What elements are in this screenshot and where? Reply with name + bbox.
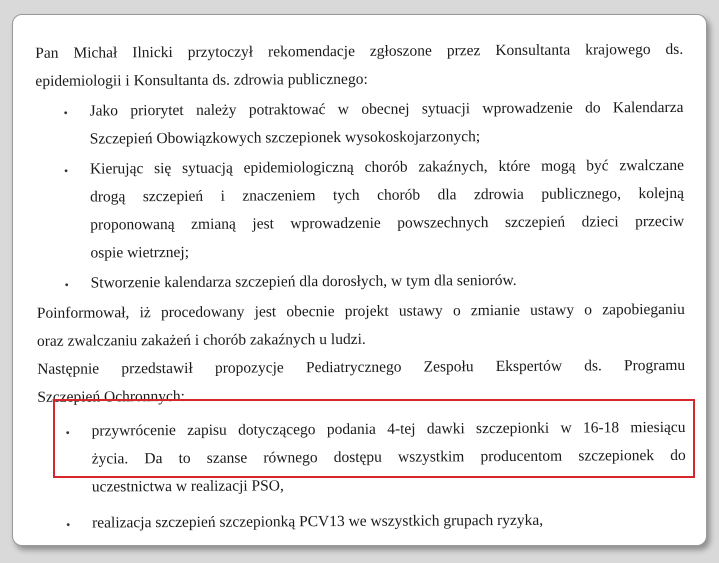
word: zmianą xyxy=(191,215,236,233)
word: zapobieganiu xyxy=(602,300,685,319)
word: tych xyxy=(332,186,360,205)
word: szczepień xyxy=(504,213,566,231)
word: Zespołu xyxy=(423,358,474,376)
bullet-line xyxy=(90,185,684,207)
paragraph-line xyxy=(35,41,683,63)
word: szczepionek xyxy=(578,447,655,465)
bullet-line: Stworzenie kalendarza szczepień dla dorosłych, w tym dla seniorów. xyxy=(90,271,517,292)
word: zgłoszone xyxy=(369,42,432,60)
word: ds. xyxy=(665,40,684,59)
word: Michał xyxy=(73,44,118,62)
bullet-line xyxy=(90,99,684,121)
word: wprowadzenie xyxy=(290,214,381,233)
word: propozycje xyxy=(214,359,284,377)
word: dla xyxy=(437,186,457,204)
word: projekt xyxy=(344,302,389,320)
bullet-icon: • xyxy=(63,163,69,178)
word: życia. xyxy=(91,450,129,468)
word: szczepionki xyxy=(475,419,550,438)
bullet-icon: • xyxy=(63,105,68,120)
word: Kierując xyxy=(89,160,144,178)
paragraph-line xyxy=(37,301,685,323)
word: o xyxy=(452,302,461,320)
word: epidemiologiczną xyxy=(243,158,354,177)
word: miesiącu xyxy=(630,418,686,437)
word: dawki xyxy=(426,420,465,438)
word: priorytet xyxy=(130,101,184,120)
word: wprowadzenie xyxy=(482,99,573,118)
word: się xyxy=(154,160,172,178)
word: przytoczył xyxy=(187,43,254,61)
word: ds. xyxy=(584,357,602,375)
paragraph-line xyxy=(37,357,685,379)
word: znaczeniem xyxy=(242,187,316,205)
word: jest xyxy=(252,215,274,233)
word: wszystkim xyxy=(397,448,465,466)
word: zmianie xyxy=(470,301,520,320)
bullet-line: ospie wietrznej; xyxy=(90,243,190,262)
word: do xyxy=(670,446,686,464)
word: Programu xyxy=(623,356,686,375)
word: Następnie xyxy=(37,360,100,378)
word: i xyxy=(220,187,225,205)
word: przeciw xyxy=(635,212,685,231)
word: Kalendarza xyxy=(612,98,684,117)
word: w xyxy=(337,100,350,119)
word: Pediatrycznego xyxy=(305,358,402,377)
word: szczepień xyxy=(142,187,204,206)
word: ustawy xyxy=(398,302,443,320)
word: Jako xyxy=(89,102,119,120)
word: sytuacji xyxy=(421,100,471,118)
word: Poinformował, xyxy=(36,304,130,322)
word: o xyxy=(584,301,593,319)
bullet-line xyxy=(90,157,684,179)
word: mogą xyxy=(540,157,576,175)
word: rekomendacje xyxy=(267,42,356,61)
word: kolejną xyxy=(638,184,685,203)
word: przedstawił xyxy=(121,359,193,378)
word: zakaźnych, xyxy=(418,158,488,176)
word: chorób xyxy=(364,158,408,176)
paragraph-line: oraz zwalczaniu zakażeń i chorób zakaźnych u ludzi. xyxy=(36,330,366,350)
word: jest xyxy=(254,303,277,321)
word: Pan xyxy=(35,44,59,62)
word: Ekspertów xyxy=(495,357,563,376)
word: krajowego xyxy=(585,41,651,59)
word: 4-tej xyxy=(387,420,416,438)
word: drogą xyxy=(90,188,126,206)
word: potraktować xyxy=(248,101,326,119)
word: ustawy xyxy=(530,301,575,319)
word: dzieci xyxy=(581,213,619,231)
word: szanse xyxy=(206,449,248,467)
word: zdrowia xyxy=(473,185,524,204)
word: 16-18 xyxy=(582,419,620,437)
word: Konsultanta xyxy=(495,41,571,60)
word: w xyxy=(560,419,572,437)
word: obecnej xyxy=(361,100,410,118)
word: procedowany xyxy=(160,303,245,322)
word: iż xyxy=(139,304,151,322)
word: powszechnych xyxy=(397,214,489,232)
word: być xyxy=(586,157,609,175)
bullet-line: Szczepień Obowiązkowych szczepionek wysokoskojarzonych; xyxy=(89,128,481,148)
word: zwalczane xyxy=(619,156,684,175)
bullet-icon: • xyxy=(64,277,69,292)
word: producentom xyxy=(480,447,563,466)
word: sytuacją xyxy=(181,159,233,177)
word: które xyxy=(498,157,531,176)
word: podania xyxy=(326,420,376,439)
word: chorób xyxy=(377,186,421,204)
bullet-line: realizacja szczepień szczepionką PCV13 we wszystkich grupach ryzyka, xyxy=(92,511,544,532)
bullet-icon: • xyxy=(65,425,70,440)
word: dotyczącego xyxy=(238,421,316,439)
word: należy xyxy=(195,101,237,119)
highlight-box xyxy=(53,399,695,478)
word: dostępu xyxy=(333,448,382,467)
word: równego xyxy=(263,449,318,467)
word: Da xyxy=(144,450,163,468)
word: proponowaną xyxy=(90,216,175,234)
paragraph-line: epidemiologii i Konsultanta ds. zdrowia publicznego: xyxy=(35,70,368,90)
word: zapisu xyxy=(187,421,227,439)
word: przez xyxy=(446,42,481,60)
word: przywrócenie xyxy=(91,422,176,440)
document-page xyxy=(12,14,707,546)
word: Ilnicki xyxy=(132,44,173,62)
word: to xyxy=(178,449,191,467)
bullet-line xyxy=(90,213,684,235)
bullet-icon: • xyxy=(66,517,71,532)
word: publicznego, xyxy=(541,185,622,203)
paragraph-line: Szczepień Ochronnych: xyxy=(37,387,186,406)
word: obecnie xyxy=(286,303,335,321)
bullet-line: uczestnictwa w realizacji PSO, xyxy=(91,477,284,496)
word: do xyxy=(585,99,601,117)
